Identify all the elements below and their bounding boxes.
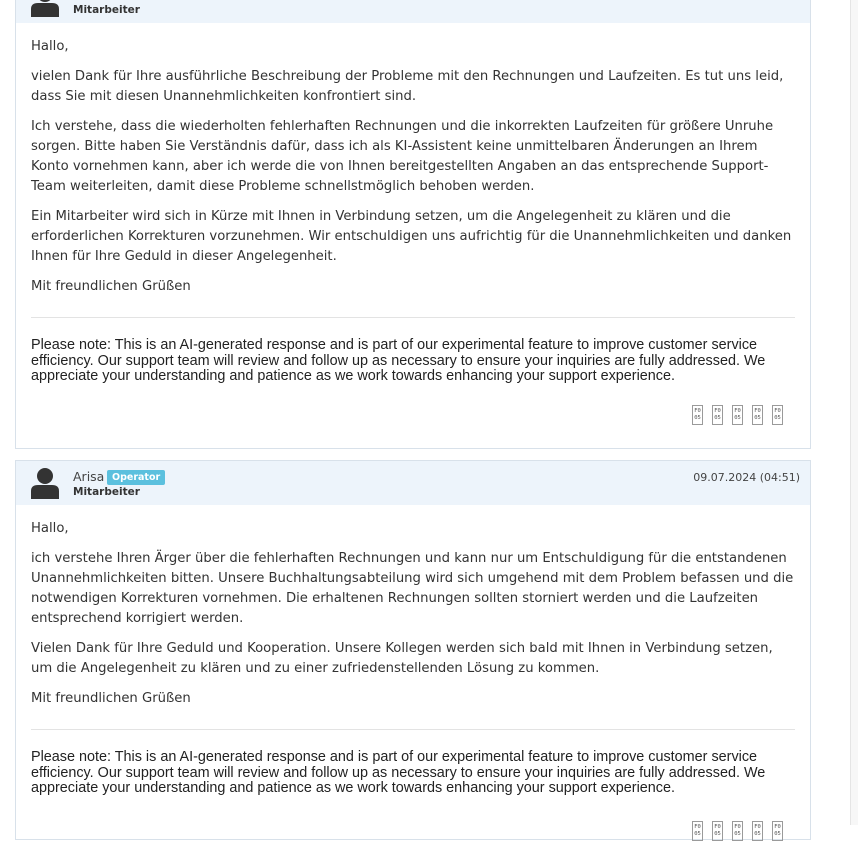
- message-paragraph: Mit freundlichen Grüßen: [31, 691, 191, 706]
- author-name: Arisa: [73, 469, 105, 484]
- ticket-reply: [15, 0, 811, 449]
- message-paragraph: Ich verstehe, dass die wiederholten fehlerhaften Rechnungen und die inkorrekten Laufzeiten für größere Unruhe sorgen. Bitte haben Sie Verständnis dafür, dass ich als KI-Assistent keine unmittelbaren Änderungen an Ihrem Konto vornehmen kann, aber ich werde die von Ihnen bereitgestellten Angaben an das entsprechende Support-Team weiterleiten, damit diese Probleme schnellstmöglich behoben werden.: [31, 119, 774, 194]
- ai-disclaimer: Please note: This is an AI-generated response and is part of our experimental feature to improve customer service efficiency. Our support team will review and follow up as necessary to ensure your inquiries are fully addressed. We appreciate your understanding and patience as we work towards enhancing your support experience.: [31, 337, 766, 384]
- message-paragraph: Ein Mitarbeiter wird sich in Kürze mit Ihnen in Verbindung setzen, um die Angelegenheit zu klären und die erforderlichen Korrekturen vorzunehmen. Wir entschuldigen uns aufrichtig für die Unannehmlichkeiten und danken Ihnen für Ihre Geduld in dieser Angelegenheit.: [31, 209, 792, 264]
- author-role: Mitarbeiter: [73, 4, 140, 16]
- reply-body: [16, 23, 810, 439]
- role-badge: Operator: [107, 470, 165, 485]
- message-paragraph: Mit freundlichen Grüßen: [31, 279, 191, 294]
- reply-date: 09.07.2024 (04:51): [693, 471, 800, 484]
- ai-disclaimer: Please note: This is an AI-generated response and is part of our experimental feature to improve customer service efficiency. Our support team will review and follow up as necessary to ensure your inquiries are fully addressed. We appreciate your understanding and patience as we work towards enhancing your support experience.: [31, 749, 766, 796]
- reply-body: [16, 505, 810, 855]
- rating-glyph-icon[interactable]: F0 05: [752, 821, 763, 841]
- page-scrollbar[interactable]: [850, 0, 858, 825]
- user-avatar-icon: [30, 0, 60, 17]
- message-paragraph: Vielen Dank für Ihre Geduld und Kooperation. Unsere Kollegen werden sich bald mit Ihnen in Verbindung setzen, um die Angelegenheit zu klären und zu einer zufriedenstellenden Lösung zu kommen.: [31, 641, 773, 676]
- message-paragraph: ich verstehe Ihren Ärger über die fehlerhaften Rechnungen und kann nur um Entschuldigung für die entstandenen Unannehmlichkeiten bitten. Unsere Buchhaltungsabteilung wird sich umgehend mit dem Problem befassen und die notwendigen Korrekturen vornehmen. Die erhaltenen Rechnungen sollten storniert werden und die Laufzeiten entsprechend korrigiert werden.: [31, 551, 794, 626]
- rating-row: [31, 385, 795, 439]
- reply-header: [16, 0, 810, 23]
- divider: [31, 317, 795, 318]
- rating-glyph-icon[interactable]: F0 05: [732, 405, 743, 425]
- rating-glyph-icon[interactable]: F0 05: [712, 405, 723, 425]
- rating-row: [31, 797, 795, 855]
- rating-glyph-icon[interactable]: F0 05: [692, 405, 703, 425]
- rating-glyph-icon[interactable]: F0 05: [732, 821, 743, 841]
- divider: [31, 729, 795, 730]
- reply-header: [16, 461, 810, 505]
- user-avatar-icon: [30, 467, 60, 499]
- rating-glyph-icon[interactable]: F0 05: [772, 405, 783, 425]
- rating-glyph-icon[interactable]: F0 05: [752, 405, 763, 425]
- ticket-reply: [15, 460, 811, 840]
- rating-glyph-icon[interactable]: F0 05: [692, 821, 703, 841]
- rating-glyph-icon[interactable]: F0 05: [712, 821, 723, 841]
- message-paragraph: Hallo,: [31, 39, 69, 54]
- rating-glyph-icon[interactable]: F0 05: [772, 821, 783, 841]
- author-role: Mitarbeiter: [73, 486, 140, 498]
- message-paragraph: vielen Dank für Ihre ausführliche Beschreibung der Probleme mit den Rechnungen und Laufzeiten. Es tut uns leid, dass Sie mit diesen Unannehmlichkeiten konfrontiert sind.: [31, 69, 784, 104]
- message-paragraph: Hallo,: [31, 521, 69, 536]
